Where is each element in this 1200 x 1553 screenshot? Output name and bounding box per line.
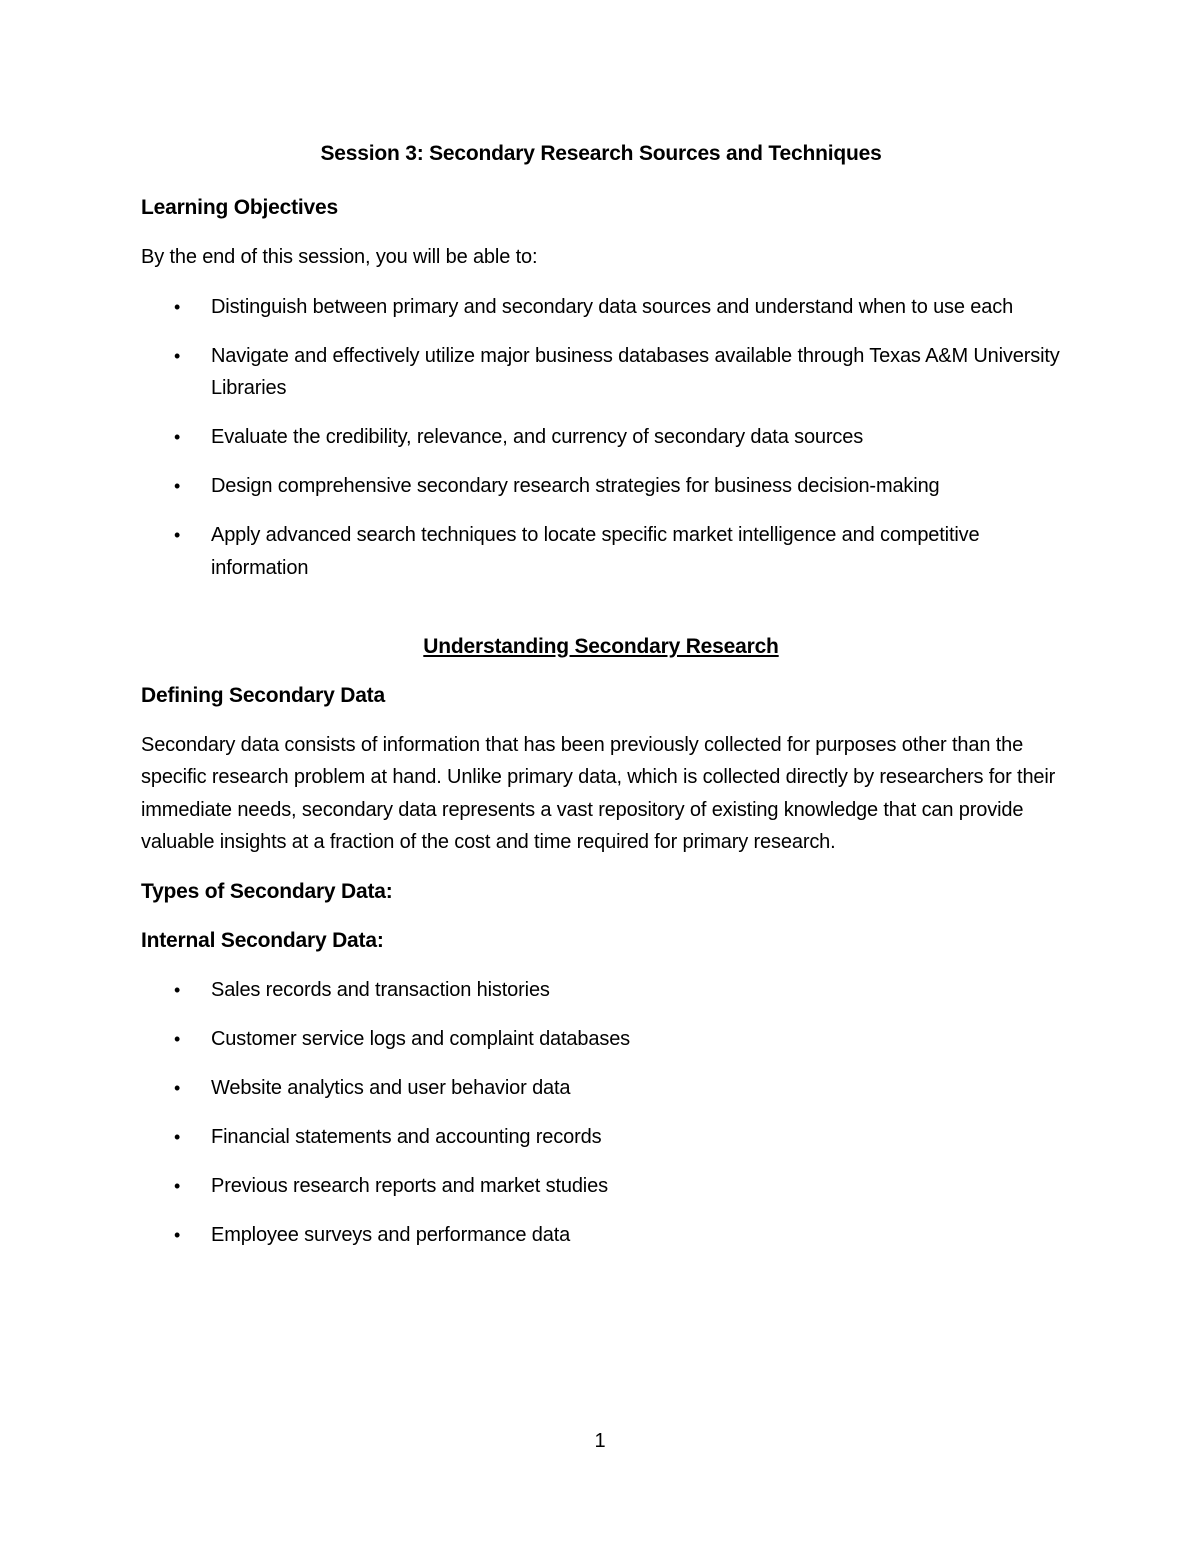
- list-item-text: Design comprehensive secondary research strategies for business decision-making: [211, 475, 940, 497]
- section-spacer: [141, 601, 1061, 631]
- list-item: [141, 1072, 1061, 1105]
- bullet-icon: •: [174, 296, 181, 317]
- learning-objectives-intro: By the end of this session, you will be able to:: [141, 246, 538, 268]
- list-item: [141, 519, 1061, 584]
- list-item: [141, 340, 1061, 405]
- list-item: [141, 1219, 1061, 1252]
- bullet-icon: •: [174, 1077, 181, 1098]
- defining-secondary-data-heading: Defining Secondary Data: [141, 683, 385, 707]
- list-item-text: Sales records and transaction histories: [211, 978, 550, 1001]
- list-item-text: Previous research reports and market studies: [211, 1174, 608, 1197]
- list-item-text: Website analytics and user behavior data: [211, 1076, 571, 1099]
- defining-secondary-data-paragraph: Secondary data consists of information that has been previously collected for purposes other than the specific research problem at hand. Unlike primary data, which is collected directly by researchers for their immediate needs, secondary data represents a vast repository of existing knowledge that can provide valuable insights at a fraction of the cost and time required for primary research.: [141, 733, 1056, 853]
- list-item-text: Financial statements and accounting records: [211, 1125, 602, 1148]
- list-item-text: Apply advanced search techniques to locate specific market intelligence and competitive information: [211, 524, 980, 579]
- document-title: Session 3: Secondary Research Sources and Techniques: [320, 142, 882, 165]
- list-item: [141, 470, 1061, 503]
- list-item-text: Employee surveys and performance data: [211, 1223, 571, 1246]
- list-item: [141, 974, 1061, 1007]
- list-item: [141, 1170, 1061, 1203]
- bullet-icon: •: [174, 1028, 181, 1049]
- bullet-icon: •: [174, 525, 181, 545]
- list-item: [141, 1023, 1061, 1056]
- internal-secondary-data-heading: Internal Secondary Data:: [141, 928, 384, 952]
- bullet-icon: •: [174, 476, 181, 496]
- bullet-icon: •: [174, 1126, 181, 1147]
- understanding-secondary-research-heading: Understanding Secondary Research: [423, 634, 779, 658]
- page-number: 1: [594, 1430, 606, 1452]
- bullet-icon: •: [174, 345, 181, 366]
- list-item: [141, 421, 1061, 454]
- list-item: [141, 291, 1061, 324]
- internal-secondary-data-list: [141, 974, 1061, 1252]
- bullet-icon: •: [174, 1224, 181, 1245]
- types-of-secondary-data-heading: Types of Secondary Data:: [141, 879, 393, 903]
- learning-objectives-heading: Learning Objectives: [141, 196, 338, 219]
- list-item-text: Customer service logs and complaint databases: [211, 1027, 631, 1050]
- list-item-text: Navigate and effectively utilize major business databases available through Texas A&M University Libraries: [211, 344, 1060, 399]
- bullet-icon: •: [174, 427, 181, 447]
- learning-objectives-list: [141, 291, 1061, 585]
- bullet-icon: •: [174, 979, 181, 1000]
- list-item-text: Evaluate the credibility, relevance, and currency of secondary data sources: [211, 426, 864, 448]
- page-content: [141, 138, 1061, 1268]
- list-item-text: Distinguish between primary and secondary data sources and understand when to use each: [211, 295, 1014, 318]
- bullet-icon: •: [174, 1175, 181, 1196]
- list-item: [141, 1121, 1061, 1154]
